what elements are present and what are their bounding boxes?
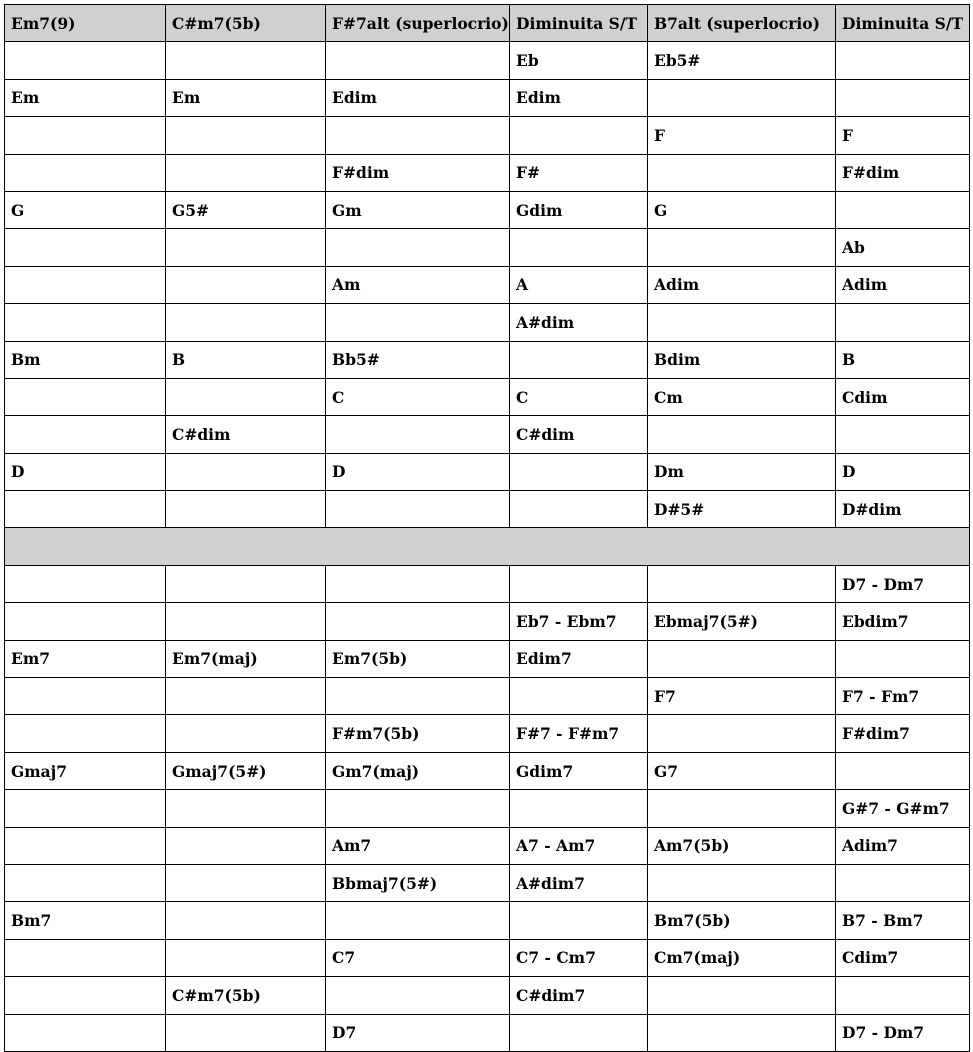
chord-cell: D7 - Dm7 — [836, 565, 970, 602]
chord-cell: Ab — [836, 229, 970, 266]
chord-cell: A — [510, 266, 648, 303]
chord-cell — [5, 827, 166, 864]
chord-cell — [836, 42, 970, 79]
chord-cell — [326, 229, 510, 266]
chord-cell: Ebdim7 — [836, 603, 970, 640]
chord-cell: F#7 - F#m7 — [510, 715, 648, 752]
seventh-row — [5, 977, 970, 1014]
chord-cell: F#dim7 — [836, 715, 970, 752]
chord-cell — [648, 229, 836, 266]
chord-cell — [648, 79, 836, 116]
chord-cell — [326, 117, 510, 154]
chord-cell: A#dim7 — [510, 864, 648, 901]
seventh-row — [5, 678, 970, 715]
seventh-row — [5, 902, 970, 939]
chord-cell — [5, 491, 166, 528]
chord-cell: Adim7 — [836, 827, 970, 864]
chord-cell: Edim7 — [510, 640, 648, 677]
chord-cell — [5, 603, 166, 640]
chord-cell — [648, 715, 836, 752]
seventh-row — [5, 827, 970, 864]
chord-cell — [326, 902, 510, 939]
chord-cell: F — [836, 117, 970, 154]
chord-cell: C#m7(5b) — [166, 977, 326, 1014]
triad-row — [5, 378, 970, 415]
chord-cell: Dm — [648, 453, 836, 490]
chord-cell — [326, 603, 510, 640]
chord-cell: Em — [5, 79, 166, 116]
chord-cell — [166, 378, 326, 415]
column-header: Diminuita S/T — [836, 5, 970, 42]
chord-cell: C#dim7 — [510, 977, 648, 1014]
chord-cell: F#dim — [326, 154, 510, 191]
chord-cell — [326, 491, 510, 528]
chord-cell — [5, 42, 166, 79]
triad-row — [5, 117, 970, 154]
chord-cell — [5, 266, 166, 303]
triad-row — [5, 154, 970, 191]
chord-cell: Bm — [5, 341, 166, 378]
chord-cell — [836, 304, 970, 341]
chord-cell: Cdim — [836, 378, 970, 415]
chord-cell — [166, 603, 326, 640]
chord-cell: Am7(5b) — [648, 827, 836, 864]
chord-cell: G7 — [648, 752, 836, 789]
chord-cell: Cdim7 — [836, 939, 970, 976]
chord-cell: Ebmaj7(5#) — [648, 603, 836, 640]
chord-cell — [326, 678, 510, 715]
chord-cell — [166, 229, 326, 266]
triad-row — [5, 191, 970, 228]
chord-cell — [648, 304, 836, 341]
chord-cell: Eb7 - Ebm7 — [510, 603, 648, 640]
seventh-row — [5, 603, 970, 640]
seventh-row — [5, 752, 970, 789]
chord-cell: Gmaj7 — [5, 752, 166, 789]
chord-cell: Em7 — [5, 640, 166, 677]
chord-cell — [5, 715, 166, 752]
chord-cell: C7 - Cm7 — [510, 939, 648, 976]
chord-cell: Bb5# — [326, 341, 510, 378]
chord-cell: D — [326, 453, 510, 490]
chord-cell: G#7 - G#m7 — [836, 790, 970, 827]
triad-row — [5, 416, 970, 453]
chord-cell: Eb5# — [648, 42, 836, 79]
chord-cell — [5, 304, 166, 341]
chord-cell — [5, 977, 166, 1014]
chord-cell: Em — [166, 79, 326, 116]
chord-cell — [648, 1014, 836, 1051]
chord-cell: D — [836, 453, 970, 490]
chord-cell: Am7 — [326, 827, 510, 864]
triad-row — [5, 266, 970, 303]
chord-cell: D7 — [326, 1014, 510, 1051]
triad-row — [5, 453, 970, 490]
chord-cell — [836, 191, 970, 228]
chord-cell — [836, 79, 970, 116]
chord-cell — [326, 977, 510, 1014]
triad-row — [5, 491, 970, 528]
chord-cell: C#dim — [166, 416, 326, 453]
triad-row — [5, 341, 970, 378]
column-header: Diminuita S/T — [510, 5, 648, 42]
chord-cell: Em7(maj) — [166, 640, 326, 677]
chord-cell — [510, 1014, 648, 1051]
chord-cell — [166, 902, 326, 939]
chord-cell: B — [166, 341, 326, 378]
chord-cell — [5, 229, 166, 266]
chord-cell — [326, 416, 510, 453]
chord-cell — [166, 715, 326, 752]
chord-cell: F#dim — [836, 154, 970, 191]
chord-cell: Em7(5b) — [326, 640, 510, 677]
header-row — [5, 5, 970, 42]
chord-cell: Adim — [836, 266, 970, 303]
chord-cell — [5, 117, 166, 154]
chord-cell: C — [510, 378, 648, 415]
chord-cell: Bdim — [648, 341, 836, 378]
seventh-row — [5, 864, 970, 901]
chord-cell — [510, 453, 648, 490]
chord-cell: C7 — [326, 939, 510, 976]
chord-cell — [510, 117, 648, 154]
chord-cell: D#5# — [648, 491, 836, 528]
chord-cell — [5, 565, 166, 602]
chord-cell: Gm7(maj) — [326, 752, 510, 789]
chord-cell: C — [326, 378, 510, 415]
chord-cell — [166, 790, 326, 827]
chord-cell — [648, 416, 836, 453]
chord-cell — [166, 565, 326, 602]
chord-cell: Cm — [648, 378, 836, 415]
chord-cell — [5, 678, 166, 715]
chord-cell — [166, 1014, 326, 1051]
chord-cell: G — [5, 191, 166, 228]
chord-cell — [5, 864, 166, 901]
chord-cell — [166, 453, 326, 490]
seventh-row — [5, 715, 970, 752]
chord-cell — [166, 827, 326, 864]
chord-cell: Gm — [326, 191, 510, 228]
column-header: C#m7(5b) — [166, 5, 326, 42]
chord-cell — [648, 864, 836, 901]
chord-table — [4, 4, 970, 1052]
chord-cell — [648, 154, 836, 191]
chord-cell: Eb — [510, 42, 648, 79]
chord-cell — [5, 378, 166, 415]
chord-cell — [648, 565, 836, 602]
chord-cell: C#dim — [510, 416, 648, 453]
chord-cell: D — [5, 453, 166, 490]
chord-cell — [5, 1014, 166, 1051]
chord-cell — [648, 977, 836, 1014]
section-separator — [5, 528, 970, 565]
chord-cell — [510, 341, 648, 378]
chord-cell: F# — [510, 154, 648, 191]
chord-cell: Bm7 — [5, 902, 166, 939]
triad-row — [5, 304, 970, 341]
column-header: F#7alt (superlocrio) — [326, 5, 510, 42]
chord-cell: Edim — [510, 79, 648, 116]
chord-cell — [5, 790, 166, 827]
chord-cell — [326, 304, 510, 341]
chord-cell: Gdim — [510, 191, 648, 228]
chord-cell — [836, 864, 970, 901]
chord-cell: F7 - Fm7 — [836, 678, 970, 715]
triad-row — [5, 229, 970, 266]
chord-cell — [510, 902, 648, 939]
chord-cell: D7 - Dm7 — [836, 1014, 970, 1051]
chord-cell — [510, 565, 648, 602]
chord-cell: B — [836, 341, 970, 378]
seventh-row — [5, 939, 970, 976]
chord-cell — [648, 790, 836, 827]
chord-cell — [326, 565, 510, 602]
chord-cell — [648, 640, 836, 677]
column-header: Em7(9) — [5, 5, 166, 42]
chord-cell: A7 - Am7 — [510, 827, 648, 864]
chord-cell — [166, 864, 326, 901]
triad-row — [5, 42, 970, 79]
chord-cell — [166, 678, 326, 715]
chord-cell: B7 - Bm7 — [836, 902, 970, 939]
chord-cell — [166, 117, 326, 154]
chord-cell: Adim — [648, 266, 836, 303]
chord-cell — [166, 42, 326, 79]
chord-cell: Bm7(5b) — [648, 902, 836, 939]
chord-cell: D#dim — [836, 491, 970, 528]
seventh-row — [5, 565, 970, 602]
seventh-row — [5, 640, 970, 677]
chord-cell: Gdim7 — [510, 752, 648, 789]
chord-cell: Bbmaj7(5#) — [326, 864, 510, 901]
chord-cell — [5, 939, 166, 976]
chord-cell — [166, 939, 326, 976]
chord-cell — [510, 491, 648, 528]
chord-cell — [5, 154, 166, 191]
chord-cell — [510, 678, 648, 715]
chord-cell: A#dim — [510, 304, 648, 341]
chord-cell: Gmaj7(5#) — [166, 752, 326, 789]
chord-cell — [5, 416, 166, 453]
seventh-row — [5, 1014, 970, 1051]
section-separator-row — [5, 528, 970, 565]
chord-cell: F#m7(5b) — [326, 715, 510, 752]
chord-cell — [836, 977, 970, 1014]
chord-cell: G — [648, 191, 836, 228]
chord-cell — [166, 304, 326, 341]
chord-cell — [326, 790, 510, 827]
chord-cell: Am — [326, 266, 510, 303]
chord-cell — [166, 491, 326, 528]
chord-cell — [836, 752, 970, 789]
chord-cell — [326, 42, 510, 79]
chord-cell — [836, 640, 970, 677]
chord-cell: G5# — [166, 191, 326, 228]
triad-row — [5, 79, 970, 116]
chord-cell: F — [648, 117, 836, 154]
chord-cell: Edim — [326, 79, 510, 116]
column-header: B7alt (superlocrio) — [648, 5, 836, 42]
chord-table-body — [5, 5, 970, 1052]
chord-cell: F7 — [648, 678, 836, 715]
chord-cell — [166, 266, 326, 303]
chord-cell: Cm7(maj) — [648, 939, 836, 976]
seventh-row — [5, 790, 970, 827]
chord-cell — [836, 416, 970, 453]
chord-cell — [510, 229, 648, 266]
chord-cell — [166, 154, 326, 191]
chord-cell — [510, 790, 648, 827]
